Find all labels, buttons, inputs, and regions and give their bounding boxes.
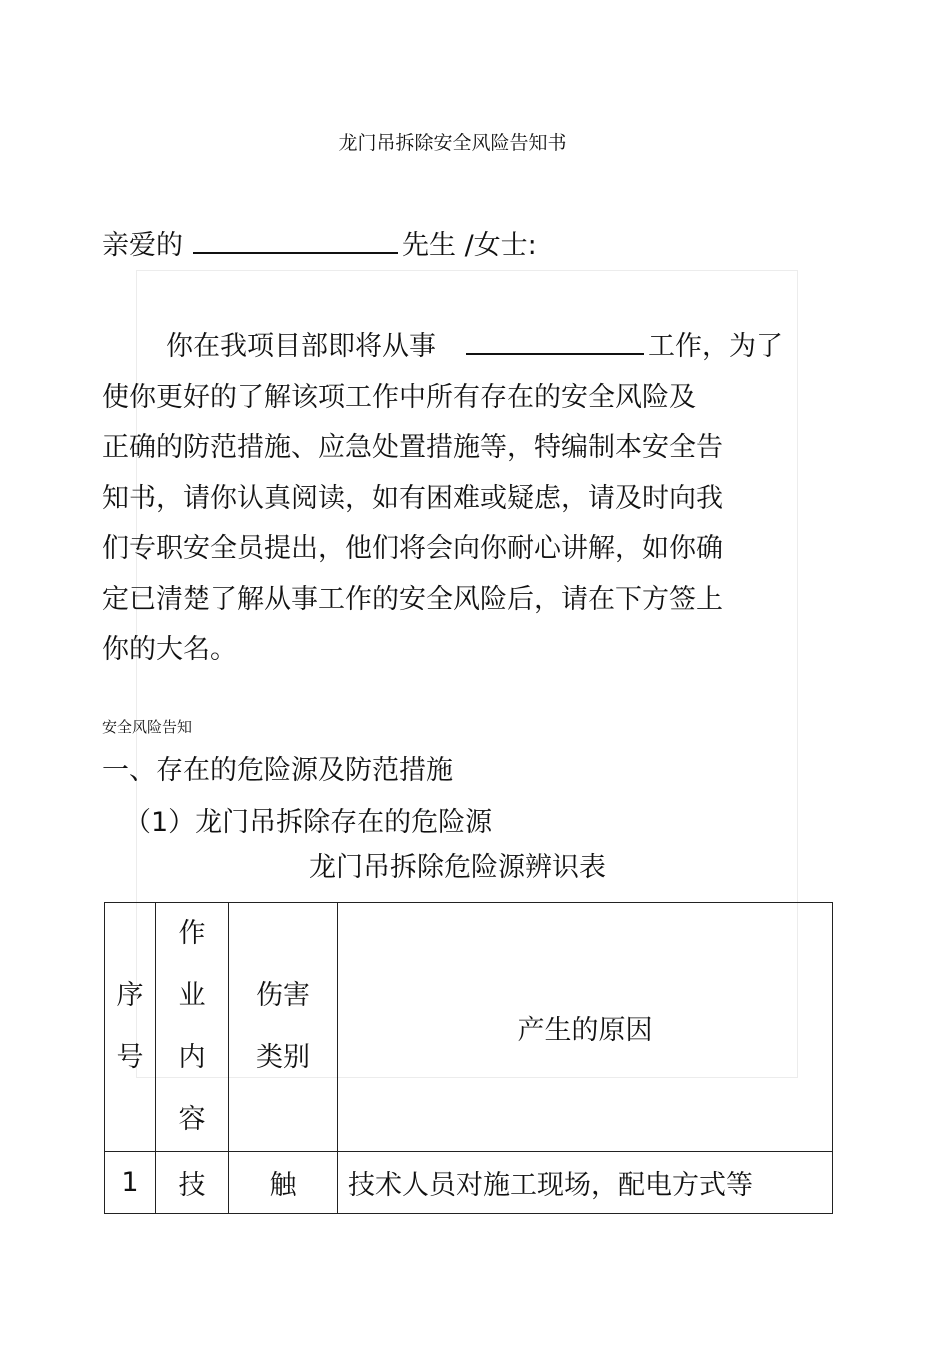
header-work: [156, 903, 229, 1152]
header-type-char: 伤害: [256, 980, 310, 1011]
header-type-char: 类别: [256, 1042, 310, 1073]
paragraph-line: 使你更好的了解该项工作中所有存在的安全风险及: [102, 381, 696, 413]
header-seq-char: 号: [116, 1042, 144, 1073]
header-work-char: 内: [178, 1042, 206, 1073]
work-blank: [466, 327, 644, 355]
cell-type: 触: [229, 1152, 338, 1214]
paragraph-line: 你的大名。: [102, 634, 237, 665]
paragraph-line-1-after: 工作，为了: [648, 331, 783, 362]
table-title: 龙门吊拆除危险源辨识表: [309, 852, 606, 883]
header-type: [229, 903, 338, 1152]
paragraph-line-1-before: 你在我项目部即将从事: [166, 331, 436, 362]
notice-paragraph: [102, 322, 842, 676]
paragraph-line-1: [102, 322, 842, 373]
cell-work: 技: [156, 1152, 229, 1214]
document-title: 龙门吊拆除安全风险告知书: [338, 132, 567, 154]
greeting-line: [102, 226, 537, 266]
header-work-char: 业: [178, 980, 206, 1011]
paragraph-line: 知书，请你认真阅读，如有困难或疑虑，请及时向我: [102, 482, 723, 514]
hazard-table: [104, 902, 833, 1214]
cell-cause: 技术人员对施工现场，配电方式等: [338, 1152, 833, 1214]
header-work-char: 容: [178, 1104, 206, 1135]
greeting-prefix: 亲爱的: [102, 230, 183, 261]
sub-heading: （1）龙门吊拆除存在的危险源: [124, 807, 493, 838]
header-seq: [105, 903, 156, 1152]
table-row: [105, 1152, 833, 1214]
table-header-row: [105, 903, 833, 1152]
name-blank: [193, 226, 398, 254]
paragraph-line: 定已清楚了解从事工作的安全风险后，请在下方签上: [102, 583, 723, 615]
cell-seq: 1: [105, 1152, 156, 1214]
risk-notice-label: 安全风险告知: [102, 718, 193, 736]
greeting-suffix: 先生 /女士:: [402, 230, 537, 261]
section-heading: 一、存在的危险源及防范措施: [102, 755, 453, 786]
header-work-char: 作: [178, 918, 206, 949]
header-cause: 产生的原因: [338, 903, 833, 1152]
paragraph-line: 正确的防范措施、应急处置措施等，特编制本安全告: [102, 432, 723, 463]
header-seq-char: 序: [116, 980, 144, 1011]
paragraph-line: 们专职安全员提出，他们将会向你耐心讲解，如你确: [102, 533, 723, 564]
